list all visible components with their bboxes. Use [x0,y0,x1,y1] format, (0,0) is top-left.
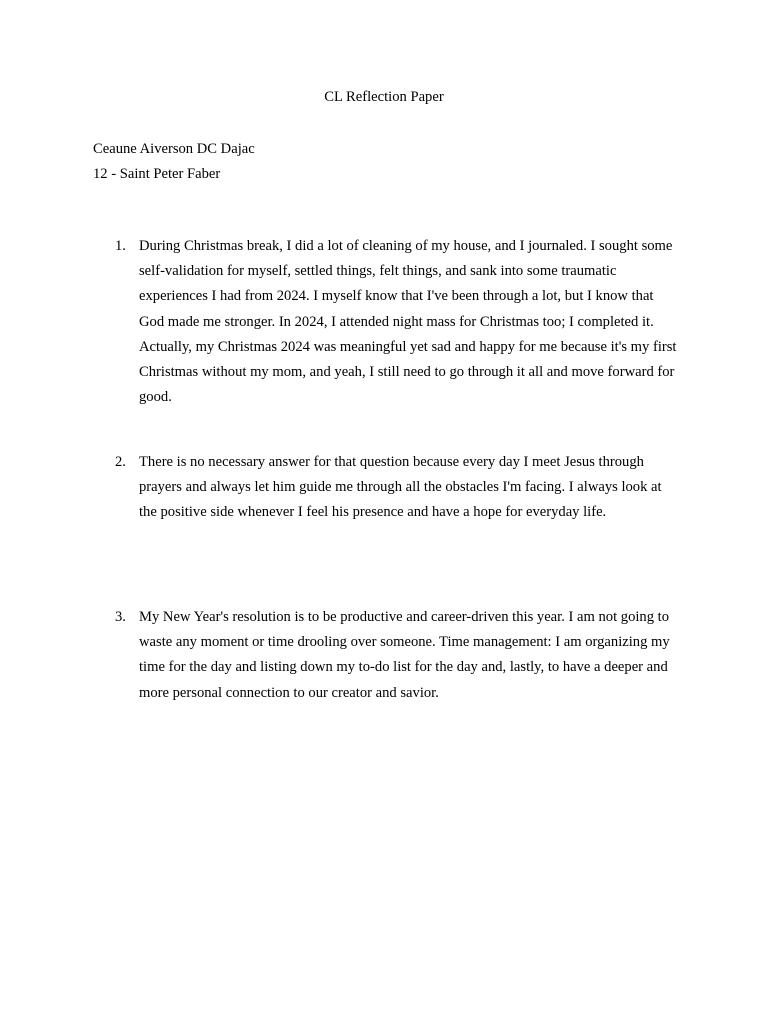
list-item-text: There is no necessary answer for that question because every day I meet Jesus through prayers and always let him guide me through all the obstacles I'm facing. I always look at the positive side whenever I feel his presence and have a hope for everyday life. [139,454,662,521]
list-item [93,605,693,706]
author-section: 12 - Saint Peter Faber [93,166,221,182]
list-item-number: 2. [115,454,126,470]
page-title: CL Reflection Paper [324,89,444,105]
list-item [93,450,693,526]
author-block [93,137,255,187]
list-item-number: 3. [115,609,126,625]
list-item-text: My New Year's resolution is to be productive and career-driven this year. I am not going to waste any moment or time drooling over someone. Time management: I am organizing my time for the day and listing down my to-do list for the day and, lastly, to have a deeper and more personal connection to our creator and savior. [139,609,670,701]
author-name: Ceaune Aiverson DC Dajac [93,141,255,157]
list-item [93,234,693,410]
list-item-text: During Christmas break, I did a lot of cleaning of my house, and I journaled. I sought some self-validation for myself, settled things, felt things, and sank into some traumatic experiences I had from 2024. I myself know that I've been through a lot, but I know that God made me stronger. In 2024, I attended night mass for Christmas too; I completed it. Actually, my Christmas 2024 was meaningful yet sad and happy for me because it's my first Christmas without my mom, and yeah, I still need to go through it all and move forward for good. [139,238,677,406]
list-item-number: 1. [115,238,126,254]
